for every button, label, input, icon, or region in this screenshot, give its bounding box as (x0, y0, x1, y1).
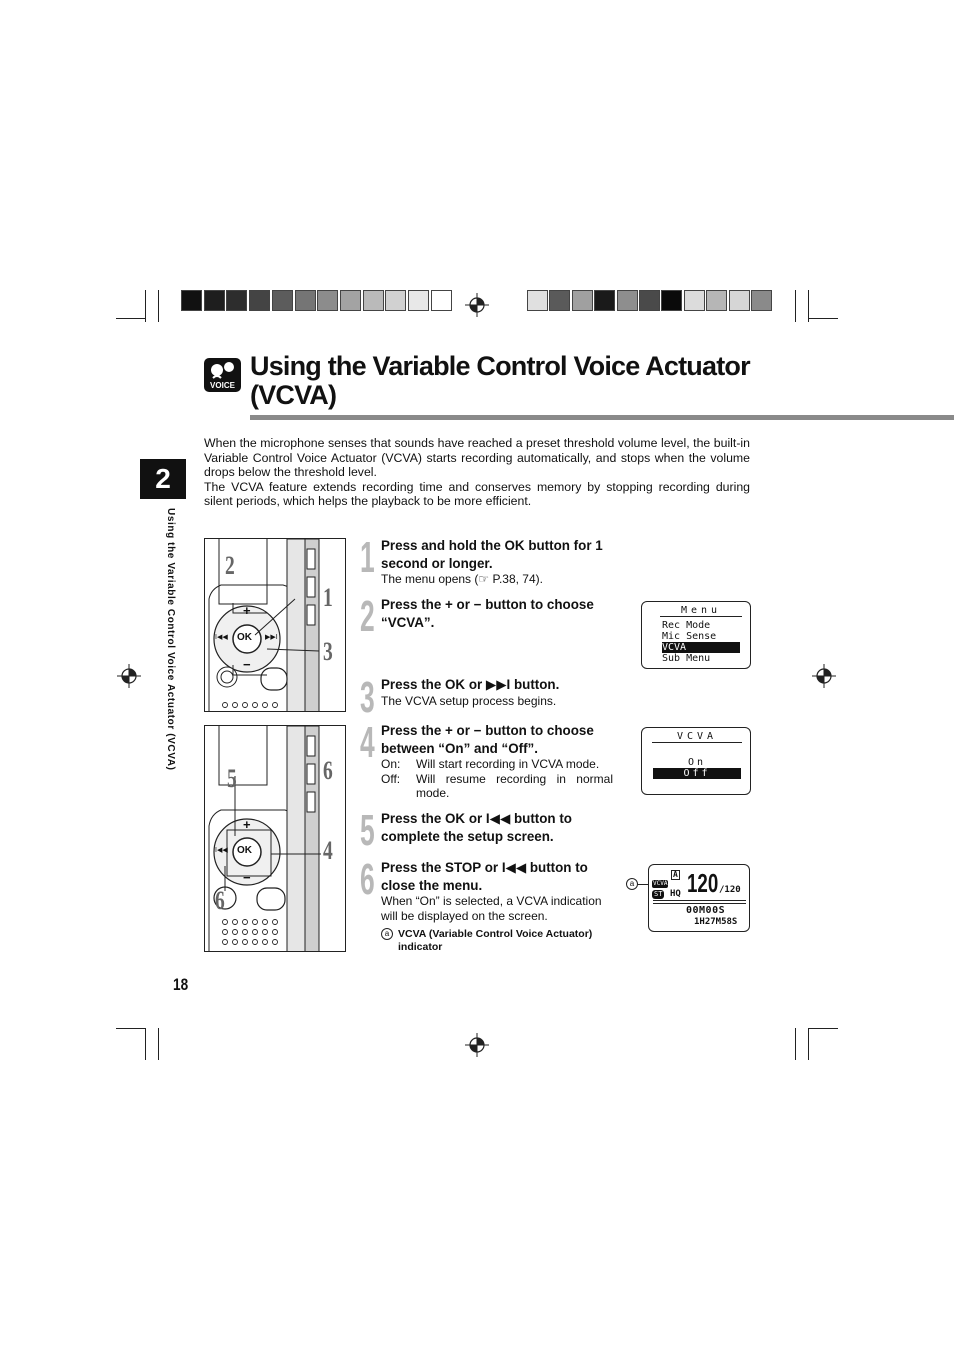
step-title: Press the + or − button to choose between “On” and “Off”. (381, 723, 594, 756)
step-number: 1 (360, 533, 375, 582)
ok-label: OK (237, 845, 252, 856)
step-number: 6 (360, 855, 375, 904)
step-title: Press and hold the OK button for 1 second or longer. (381, 538, 603, 571)
lcd-title: VCVA (652, 731, 742, 743)
lcd-option-selected: Off (653, 768, 741, 779)
option-text: Will resume recording in normal mode. (416, 771, 613, 800)
callout-number: 4 (323, 836, 333, 865)
note-text: VCVA (Variable Control Voice Actuator) indicator (398, 928, 593, 953)
color-swatch (549, 290, 570, 311)
title-rule (250, 415, 954, 420)
file-number: 120 (687, 868, 719, 898)
lcd-menu-item: Mic Sense (662, 631, 717, 642)
step-title: Press the OK or I◀◀ button to complete the setup screen. (381, 811, 572, 844)
color-swatch (249, 290, 270, 311)
intro-paragraph: When the microphone senses that sounds have reached a preset threshold volume level, the built-in Variable Control Voice Actuator (VCVA) starts recording automatically, and stops when the volume drops below the threshold level. (204, 436, 750, 480)
color-swatch (204, 290, 225, 311)
callout-number: 2 (225, 551, 235, 580)
callout-number: 6 (323, 756, 333, 785)
lcd-menu-item: Sub Menu (662, 653, 711, 664)
file-total: /120 (719, 885, 741, 895)
vcva-badge: VCVA (653, 880, 668, 887)
quality-label: HQ (670, 889, 681, 899)
prev-label: I◀◀ (215, 634, 228, 641)
color-swatch (295, 290, 316, 311)
chapter-number: 2 (155, 463, 171, 494)
indicator-note (381, 928, 613, 953)
page-number: 18 (173, 975, 189, 994)
st-badge: ST (654, 890, 663, 898)
chapter-tab (140, 459, 186, 499)
registration-mark-top (465, 293, 489, 317)
remaining-time: 1H27M58S (694, 917, 738, 927)
lcd-menu-screen (641, 601, 751, 669)
lcd-menu-item: Rec Mode (662, 620, 711, 631)
color-swatch (617, 290, 638, 311)
color-swatch (706, 290, 727, 311)
registration-mark-left (117, 664, 141, 688)
color-swatch (661, 290, 682, 311)
color-swatch (385, 290, 406, 311)
color-swatch (639, 290, 660, 311)
color-swatch (572, 290, 593, 311)
option-row (381, 772, 613, 801)
lcd-status-screen (648, 864, 750, 932)
lcd-option: On (687, 757, 707, 768)
color-swatch (272, 290, 293, 311)
registration-mark-right (812, 664, 836, 688)
lcd-menu-item-selected: VCVA (662, 642, 740, 653)
a-badge: A (673, 870, 678, 879)
option-row (381, 757, 613, 772)
color-swatch (340, 290, 361, 311)
lcd-title: Menu (660, 605, 742, 617)
intro-text (204, 436, 750, 509)
page-title: Using the Variable Control Voice Actuator (VCVA) (250, 351, 750, 410)
color-swatch (729, 290, 750, 311)
intro-paragraph: The VCVA feature extends recording time and conserves memory by stopping recording during silent periods, which helps the playback to be more efficient. (204, 479, 750, 509)
voice-icon (204, 358, 241, 392)
color-swatch (594, 290, 615, 311)
color-swatch (527, 290, 548, 311)
sidebar-text: Using the Variable Control Voice Actuator (VCVA) (165, 508, 176, 771)
color-swatch (684, 290, 705, 311)
color-swatch (408, 290, 429, 311)
next-label: ▶▶I (265, 634, 278, 641)
plus-label: + (243, 603, 251, 618)
color-swatch (181, 290, 202, 311)
color-swatch (317, 290, 338, 311)
step-desc: When “On” is selected, a VCVA indication will be displayed on the screen. (381, 894, 602, 923)
option-key: On: (381, 757, 401, 771)
minus-label: − (243, 657, 251, 672)
option-key: Off: (381, 771, 401, 786)
voice-icon-label: VOICE (204, 380, 241, 392)
device-illustration-top (204, 538, 346, 712)
callout-number: 1 (323, 583, 333, 612)
callout-number: 6 (215, 886, 225, 915)
color-swatch (751, 290, 772, 311)
lcd-vcva-screen (641, 727, 751, 795)
elapsed-time: 00M00S (686, 905, 726, 916)
ok-label: OK (237, 632, 252, 643)
device-illustration-bottom (204, 725, 346, 952)
prev-label: I◀◀ (215, 847, 228, 854)
color-swatch (431, 290, 452, 311)
callout-number: 5 (227, 764, 237, 793)
option-text: Will start recording in VCVA mode. (416, 757, 600, 771)
option-list (381, 757, 613, 801)
step-title: Press the + or − button to choose “VCVA”. (381, 597, 594, 630)
step-desc: The menu opens (☞ P.38, 74). (381, 572, 543, 586)
step-desc: The VCVA setup process begins. (381, 694, 557, 708)
minus-label: − (243, 870, 251, 885)
color-swatch (363, 290, 384, 311)
plus-label: + (243, 817, 251, 832)
progress-bar (653, 900, 746, 904)
step-number: 3 (360, 673, 375, 722)
step-number: 2 (360, 592, 375, 641)
step-number: 5 (360, 806, 375, 855)
lcd-marker: a (626, 878, 638, 890)
note-marker: a (381, 928, 393, 940)
registration-mark-bottom (465, 1033, 489, 1057)
callout-number: 3 (323, 637, 333, 666)
color-swatch (226, 290, 247, 311)
step-title: Press the OK or ▶▶I button. (381, 677, 560, 692)
step-number: 4 (360, 718, 375, 767)
step-title: Press the STOP or I◀◀ button to close the menu. (381, 860, 588, 893)
